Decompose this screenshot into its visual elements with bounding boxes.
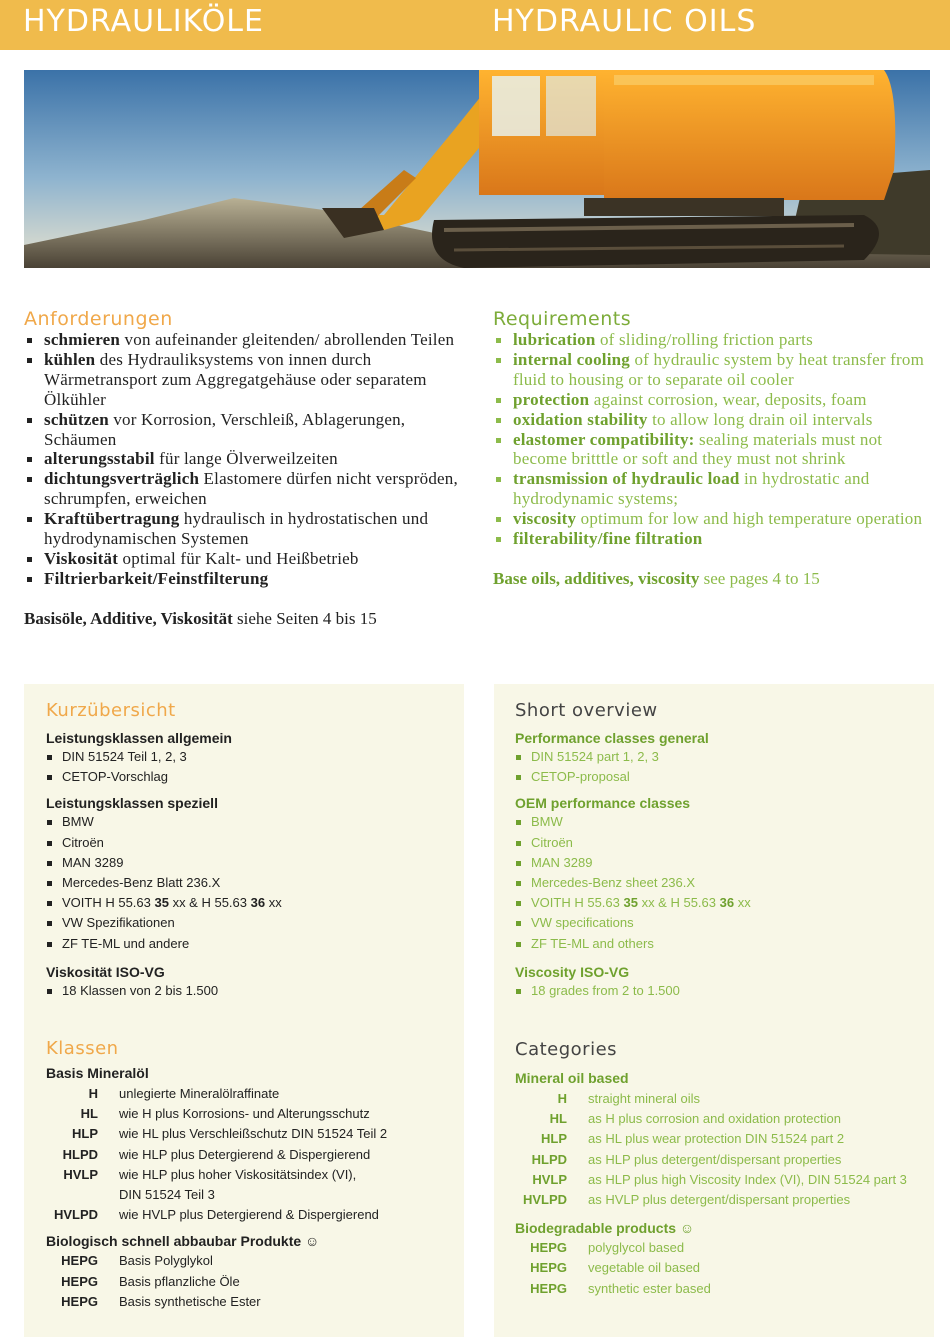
general-heading-en: Performance classes general: [515, 730, 709, 746]
requirements-de: [24, 308, 464, 629]
class-row: HL wie H plus Korrosions- und Alterungsschutz: [80, 1106, 370, 1122]
list-item: filterability/fine filtration: [493, 529, 933, 549]
overview-box-en: [494, 684, 934, 1337]
class-row: HEPG Basis Polyglykol: [61, 1253, 213, 1269]
list-item: Viskosität optimal für Kalt- und Heißbetrieb: [24, 549, 464, 569]
list-item: DIN 51524 Teil 1, 2, 3: [46, 747, 454, 767]
class-row: HEPG polyglycol based: [530, 1240, 685, 1256]
basis-note-en: Base oils, additives, viscosity see pages 4 to 15: [493, 568, 820, 588]
viscosity-heading-en: Viscosity ISO-VG: [515, 963, 630, 980]
list-item: alterungsstabil für lange Ölverweilzeiten: [24, 449, 464, 469]
list-item: VW specifications: [515, 913, 924, 933]
class-row: HEPG synthetic ester based: [530, 1280, 711, 1296]
bio-heading-de: Biologisch schnell abbaubar Produkte ☺: [46, 1233, 320, 1250]
list-item: transmission of hydraulic load in hydrostatic and hydrodynamic systems;: [493, 469, 933, 509]
class-row: HEPG vegetable oil based: [530, 1260, 701, 1276]
list-item: Mercedes-Benz sheet 236.X: [515, 873, 924, 893]
classes-de-heading: Klassen: [46, 1038, 119, 1060]
class-row: HVLPD wie HVLP plus Detergierend & Dispergierend: [53, 1207, 379, 1223]
list-item: DIN 51524 part 1, 2, 3: [515, 747, 924, 767]
list-item: lubrication of sliding/rolling friction parts: [493, 330, 933, 350]
list-item: internal cooling of hydraulic system by heat transfer from fluid to housing or to separate oil cooler: [493, 350, 933, 390]
overview-en-heading: Short overview: [515, 700, 658, 721]
requirements-de-heading: Anforderungen: [24, 308, 173, 330]
list-item: Citroën: [515, 833, 924, 853]
mineral-heading-en: Mineral oil based: [515, 1070, 629, 1087]
class-row: HLPD wie HLP plus Detergierend & Dispergierend: [62, 1146, 371, 1162]
overview-box-de: [24, 684, 464, 1337]
special-heading-de: Leistungsklassen speziell: [46, 795, 218, 812]
list-item: ZF TE-ML and others: [515, 934, 924, 954]
class-row: HVLP wie HLP plus hoher Viskositätsindex (VI),: [63, 1166, 357, 1182]
bio-heading-en: Biodegradable products ☺: [515, 1220, 695, 1237]
list-item: Mercedes-Benz Blatt 236.X: [46, 873, 454, 893]
list-item: MAN 3289: [46, 853, 454, 873]
class-row: HVLP as HLP plus high Viscosity Index (VI), DIN 51524 part 3: [532, 1171, 907, 1187]
list-item: schützen vor Korrosion, Verschleiß, Ablagerungen, Schäumen: [24, 410, 464, 450]
list-item: Filtrierbarkeit/Feinstfilterung: [24, 569, 464, 589]
viscosity-heading-de: Viskosität ISO-VG: [46, 963, 165, 980]
list-item: VOITH H 55.63 35 xx & H 55.63 36 xx: [515, 893, 924, 913]
list-item: protection against corrosion, wear, deposits, foam: [493, 390, 933, 410]
header-bar: [0, 0, 950, 50]
list-item: viscosity optimum for low and high temperature operation: [493, 509, 933, 529]
list-item: VW Spezifikationen: [46, 913, 454, 933]
general-heading-de: Leistungsklassen allgemein: [46, 730, 232, 746]
classes-en-heading: Categories: [515, 1039, 618, 1061]
class-row: HLPD as HLP plus detergent/dispersant properties: [531, 1151, 842, 1167]
excavator-photo: [24, 70, 930, 268]
requirements-en-heading: Requirements: [493, 308, 632, 330]
title-de: HYDRAULIKÖLE: [23, 4, 264, 39]
basis-note-de: Basisöle, Additive, Viskosität siehe Seiten 4 bis 15: [24, 608, 377, 628]
list-item: 18 Klassen von 2 bis 1.500: [46, 981, 454, 1001]
class-row: HLP wie HL plus Verschleißschutz DIN 51524 Teil 2: [72, 1126, 388, 1142]
title-en: HYDRAULIC OILS: [492, 4, 757, 39]
class-row: DIN 51524 Teil 3: [119, 1187, 215, 1203]
list-item: MAN 3289: [515, 853, 924, 873]
list-item: dichtungsverträglich Elastomere dürfen nicht verspröden, schrumpfen, erweichen: [24, 469, 464, 509]
class-row: H straight mineral oils: [557, 1091, 700, 1107]
special-heading-en: OEM performance classes: [515, 795, 691, 812]
list-item: elastomer compatibility: sealing materials must not become britttle or soft and they must not shrink: [493, 430, 933, 470]
class-row: HVLPD as HVLP plus detergent/dispersant properties: [522, 1192, 851, 1208]
list-item: CETOP-proposal: [515, 767, 924, 787]
list-item: CETOP-Vorschlag: [46, 767, 454, 787]
list-item: kühlen des Hydrauliksystems von innen durch Wärmetransport zum Aggregatgehäuse oder separatem Ölkühler: [24, 350, 464, 410]
class-row: HL as H plus corrosion and oxidation protection: [549, 1111, 841, 1127]
requirements-en: [493, 308, 933, 589]
list-item: ZF TE-ML und andere: [46, 934, 454, 954]
list-item: Citroën: [46, 833, 454, 853]
list-item: BMW: [515, 812, 924, 832]
requirements-en-list: [493, 330, 933, 549]
class-row: H unlegierte Mineralölraffinate: [88, 1086, 280, 1102]
class-row: HEPG Basis pflanzliche Öle: [61, 1273, 240, 1289]
list-item: schmieren von aufeinander gleitenden/ abrollenden Teilen: [24, 330, 464, 350]
class-row: HEPG Basis synthetische Ester: [61, 1293, 261, 1309]
requirements-de-list: [24, 330, 464, 589]
list-item: oxidation stability to allow long drain oil intervals: [493, 410, 933, 430]
list-item: Kraftübertragung hydraulisch in hydrostatischen und hydrodynamischen Systemen: [24, 509, 464, 549]
overview-de-heading: Kurzübersicht: [46, 700, 176, 721]
list-item: BMW: [46, 812, 454, 832]
list-item: VOITH H 55.63 35 xx & H 55.63 36 xx: [46, 893, 454, 913]
list-item: 18 grades from 2 to 1.500: [515, 981, 924, 1001]
class-row: HLP as HL plus wear protection DIN 51524 part 2: [541, 1131, 845, 1147]
mineral-heading-de: Basis Mineralöl: [46, 1065, 149, 1082]
